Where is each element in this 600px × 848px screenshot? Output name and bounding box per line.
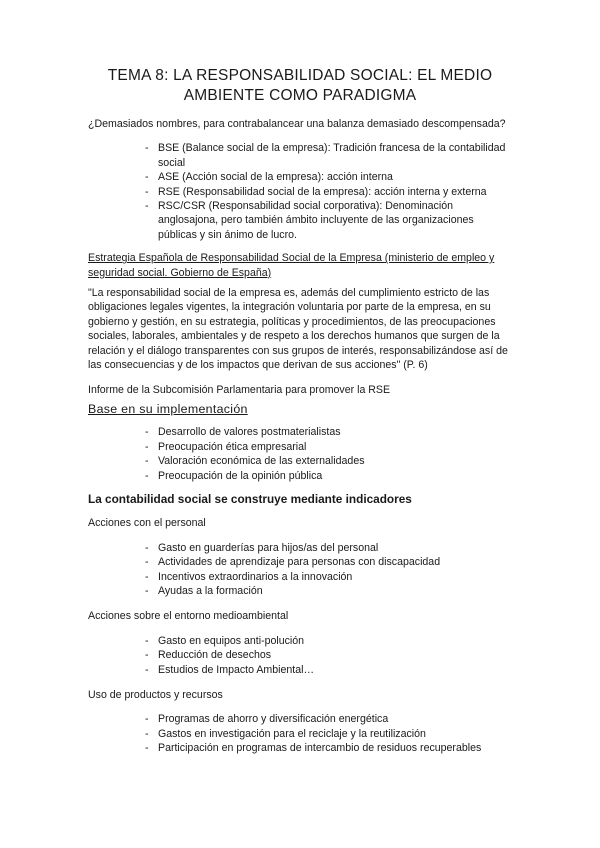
- list-item: - Programas de ahorro y diversificación energética: [145, 712, 512, 726]
- list-item: - Gasto en guarderías para hijos/as del personal: [145, 541, 512, 555]
- list-item: - Participación en programas de intercambio de residuos recuperables: [145, 741, 512, 755]
- acronym-list: [88, 141, 512, 242]
- environment-list: [88, 634, 512, 677]
- list-item: - Actividades de aprendizaje para personas con discapacidad: [145, 555, 512, 569]
- list-item: - RSC/CSR (Responsabilidad social corporativa): Denominación anglosajona, pero también ámbito incluyente de las organizaciones públicas y sin ánimo de lucro.: [145, 199, 512, 242]
- list-item: - Incentivos extraordinarios a la innovación: [145, 570, 512, 584]
- intro-question: ¿Demasiados nombres, para contrabalancear una balanza demasiado descompensada?: [88, 118, 506, 130]
- list-item: - Gasto en equipos anti-polución: [145, 634, 512, 648]
- personal-label: Acciones con el personal: [88, 517, 206, 530]
- strategy-link[interactable]: Estrategia Española de Responsabilidad Social de la Empresa (ministerio de empleo y seguridad social. Gobierno de España): [88, 252, 495, 279]
- resources-label: Uso de productos y recursos: [88, 689, 223, 701]
- list-item: - ASE (Acción social de la empresa): acción interna: [145, 170, 512, 184]
- base-heading: Base en su implementación: [88, 401, 248, 416]
- list-item: - Ayudas a la formación: [145, 584, 512, 598]
- list-item: - Preocupación de la opinión pública: [145, 469, 512, 483]
- list-item: - BSE (Balance social de la empresa): Tradición francesa de la contabilidad social: [145, 141, 512, 170]
- list-item: - Reducción de desechos: [145, 648, 512, 662]
- resources-list: [88, 712, 512, 755]
- personal-list: [88, 541, 512, 599]
- environment-label: Acciones sobre el entorno medioambiental: [88, 610, 289, 623]
- list-item: - Valoración económica de las externalidades: [145, 454, 512, 468]
- list-item: - Gastos en investigación para el reciclaje y la reutilización: [145, 727, 512, 741]
- list-item: - Estudios de Impacto Ambiental…: [145, 663, 512, 677]
- definition-quote: "La responsabilidad social de la empresa es, además del cumplimiento estricto de las obligaciones legales vigentes, la integración voluntaria por parte de la empresa, en su gobierno y gestión, en su estrategia, políticas y procedimientos, de las preocupaciones sociales, laborales, ambientales y de respeto a los derechos humanos que surgen de la relación y el diálogo transparentes con sus grupos de interés, responsabilizándose así de las consecuencias y de los impactos que derivan de sus acciones" (P. 6): [88, 287, 508, 372]
- list-item: - Desarrollo de valores postmaterialistas: [145, 425, 512, 439]
- report-reference: Informe de la Subcomisión Parlamentaria para promover la RSE: [88, 383, 391, 396]
- list-item: - Preocupación ética empresarial: [145, 440, 512, 454]
- indicators-heading: La contabilidad social se construye mediante indicadores: [88, 491, 412, 506]
- list-item: - RSE (Responsabilidad social de la empresa): acción interna y externa: [145, 185, 512, 199]
- page-title: TEMA 8: LA RESPONSABILIDAD SOCIAL: EL MEDIO AMBIENTE COMO PARADIGMA: [107, 67, 493, 104]
- base-list: [88, 425, 512, 483]
